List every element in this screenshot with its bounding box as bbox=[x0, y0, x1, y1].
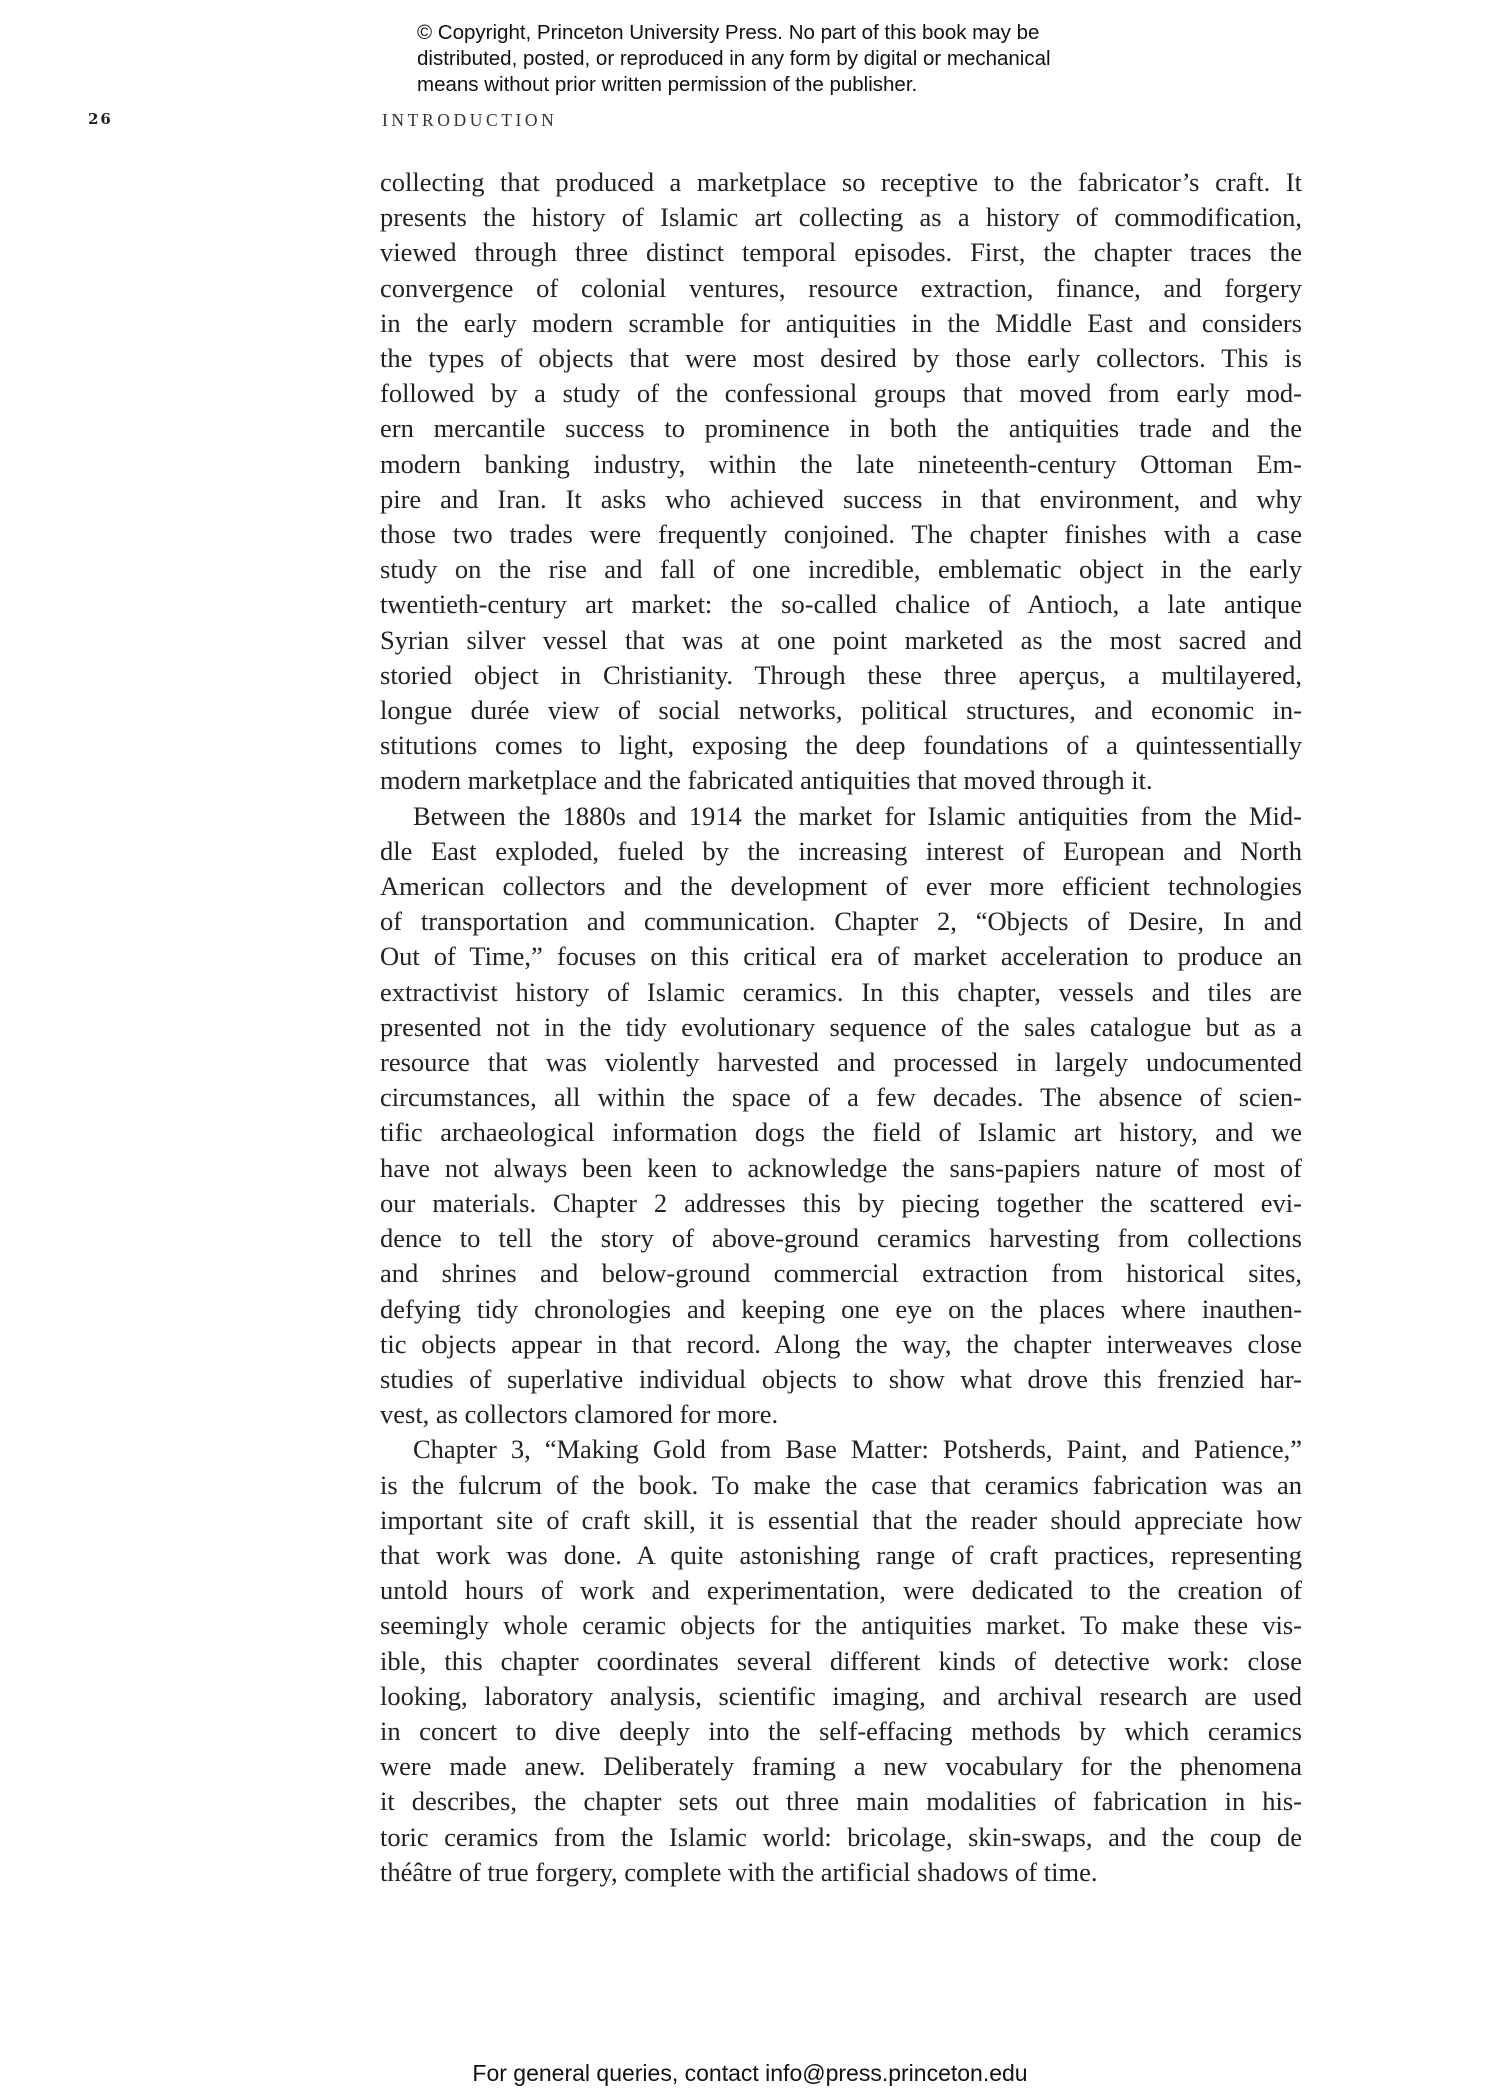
text-line: longue durée view of social networks, political structures, and economic in- bbox=[380, 695, 1302, 726]
text-line: pire and Iran. It asks who achieved success in that environment, and why bbox=[380, 483, 1302, 514]
text-line: in concert to dive deeply into the self-effacing methods by which ceramics bbox=[380, 1715, 1302, 1746]
text-line: collecting that produced a marketplace so receptive to the fabricator’s craft. It bbox=[380, 167, 1302, 197]
paragraph bbox=[380, 165, 1302, 799]
text-line: that work was done. A quite astonishing range of craft practices, representing bbox=[380, 1539, 1302, 1570]
copyright-line: © Copyright, Princeton University Press. No part of this book may be bbox=[417, 21, 1040, 44]
text-line: modern banking industry, within the late nineteenth-century Ottoman Em- bbox=[380, 448, 1302, 479]
text-line: dle East exploded, fueled by the increasing interest of European and North bbox=[380, 835, 1302, 866]
text-line: vest, as collectors clamored for more. bbox=[380, 1399, 779, 1430]
text-line: in the early modern scramble for antiquities in the Middle East and considers bbox=[380, 307, 1302, 338]
text-line: seemingly whole ceramic objects for the antiquities market. To make these vis- bbox=[380, 1610, 1302, 1641]
text-line: our materials. Chapter 2 addresses this by piecing together the scattered evi- bbox=[380, 1187, 1302, 1218]
text-line: the types of objects that were most desired by those early collectors. This is bbox=[380, 343, 1302, 374]
text-line: twentieth-century art market: the so-called chalice of Antioch, a late antique bbox=[380, 589, 1302, 620]
text-line: study on the rise and fall of one incredible, emblematic object in the early bbox=[380, 554, 1302, 585]
copyright-line: distributed, posted, or reproduced in any form by digital or mechanical bbox=[417, 47, 1051, 70]
text-line: defying tidy chronologies and keeping one eye on the places where inauthen- bbox=[380, 1293, 1302, 1324]
text-line: Syrian silver vessel that was at one point marketed as the most sacred and bbox=[380, 624, 1302, 655]
text-line: resource that was violently harvested and processed in largely undocumented bbox=[380, 1047, 1302, 1078]
text-line: extractivist history of Islamic ceramics. In this chapter, vessels and tiles are bbox=[380, 976, 1302, 1007]
text-line: ern mercantile success to prominence in both the antiquities trade and the bbox=[380, 413, 1302, 444]
text-line: followed by a study of the confessional groups that moved from early mod- bbox=[380, 378, 1302, 409]
text-line: presents the history of Islamic art collecting as a history of commodification, bbox=[380, 202, 1302, 233]
text-line: modern marketplace and the fabricated antiquities that moved through it. bbox=[380, 765, 1153, 796]
text-line: théâtre of true forgery, complete with the artificial shadows of time. bbox=[380, 1856, 1098, 1887]
text-line: it describes, the chapter sets out three main modalities of fabrication in his- bbox=[380, 1786, 1302, 1817]
text-line: Between the 1880s and 1914 the market for Islamic antiquities from the Mid- bbox=[413, 800, 1302, 831]
text-line: Out of Time,” focuses on this critical era of market acceleration to produce an bbox=[380, 941, 1302, 972]
text-line: those two trades were frequently conjoined. The chapter finishes with a case bbox=[380, 519, 1302, 550]
text-line: is the fulcrum of the book. To make the case that ceramics fabrication was an bbox=[380, 1469, 1302, 1500]
text-line: convergence of colonial ventures, resource extraction, finance, and forgery bbox=[380, 272, 1302, 303]
text-line: Chapter 3, “Making Gold from Base Matter: Potsherds, Paint, and Patience,” bbox=[413, 1434, 1302, 1465]
text-line: tific archaeological information dogs the field of Islamic art history, and we bbox=[380, 1117, 1302, 1148]
text-line: viewed through three distinct temporal episodes. First, the chapter traces the bbox=[380, 237, 1302, 268]
text-line: have not always been keen to acknowledge the sans-papiers nature of most of bbox=[380, 1152, 1302, 1183]
text-line: untold hours of work and experimentation, were dedicated to the creation of bbox=[380, 1575, 1302, 1606]
text-line: important site of craft skill, it is essential that the reader should appreciate how bbox=[380, 1504, 1302, 1535]
text-line: dence to tell the story of above-ground ceramics harvesting from collections bbox=[380, 1223, 1302, 1254]
body-text bbox=[380, 165, 1302, 1890]
text-line: ible, this chapter coordinates several different kinds of detective work: close bbox=[380, 1645, 1302, 1676]
text-line: were made anew. Deliberately framing a new vocabulary for the phenomena bbox=[380, 1751, 1302, 1782]
text-line: storied object in Christianity. Through these three aperçus, a multilayered, bbox=[380, 659, 1302, 690]
text-line: American collectors and the development of ever more efficient technologies bbox=[380, 871, 1302, 902]
text-line: toric ceramics from the Islamic world: bricolage, skin-swaps, and the coup de bbox=[380, 1821, 1302, 1852]
footer-contact: For general queries, contact info@press.princeton.edu bbox=[472, 2060, 1028, 2086]
text-line: of transportation and communication. Chapter 2, “Objects of Desire, In and bbox=[380, 906, 1302, 937]
text-line: and shrines and below-ground commercial extraction from historical sites, bbox=[380, 1258, 1302, 1289]
text-line: looking, laboratory analysis, scientific imaging, and archival research are used bbox=[380, 1680, 1302, 1711]
copyright-line: means without prior written permission of the publisher. bbox=[417, 73, 918, 96]
paragraph bbox=[380, 799, 1302, 1433]
text-line: studies of superlative individual objects to show what drove this frenzied har- bbox=[380, 1363, 1302, 1394]
page-number: 26 bbox=[88, 110, 113, 128]
paragraph bbox=[380, 1432, 1302, 1890]
copyright-notice bbox=[417, 20, 1137, 98]
text-line: tic objects appear in that record. Along the way, the chapter interweaves close bbox=[380, 1328, 1302, 1359]
text-line: presented not in the tidy evolutionary sequence of the sales catalogue but as a bbox=[380, 1011, 1302, 1042]
text-line: stitutions comes to light, exposing the deep foundations of a quintessentially bbox=[380, 730, 1302, 761]
text-line: circumstances, all within the space of a few decades. The absence of scien- bbox=[380, 1082, 1302, 1113]
running-head: INTRODUCTION bbox=[382, 110, 558, 130]
